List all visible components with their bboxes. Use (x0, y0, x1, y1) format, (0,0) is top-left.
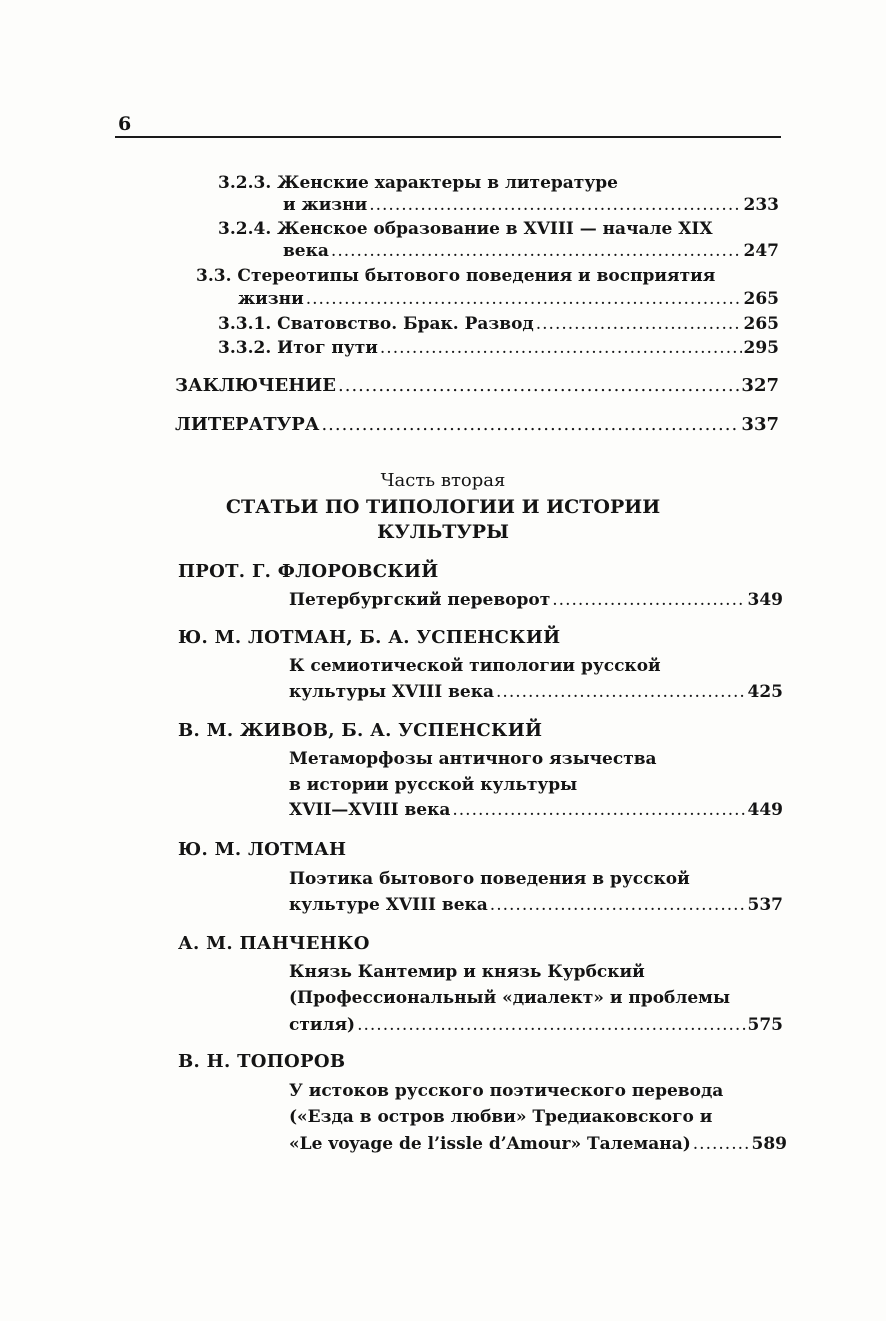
toc-entry-title: ЗАКЛЮЧЕНИЕ (175, 375, 336, 396)
article-title-cont: «Le voyage de l’issle d’Amour» Талемана) (289, 1134, 691, 1154)
header-rule (115, 136, 781, 138)
page-number: 6 (118, 113, 132, 135)
toc-page-number: 327 (741, 375, 779, 396)
article-title-cont: стиля) (289, 1015, 356, 1035)
toc-page-number: 265 (743, 289, 779, 309)
leader-dots (380, 337, 742, 359)
article-title: У истоков русского поэтического перевода (289, 1081, 724, 1101)
part-title: СТАТЬИ ПО ТИПОЛОГИИ И ИСТОРИИ (225, 496, 661, 518)
article-row (289, 681, 783, 703)
article-title-cont: культуры XVIII века (289, 682, 495, 702)
leader-dots (369, 194, 741, 216)
article-row (289, 894, 783, 916)
toc-entry-row (283, 240, 779, 262)
toc-entry-title-cont: века (283, 241, 329, 261)
toc-literature (175, 414, 779, 436)
author-heading: В. Н. ТОПОРОВ (178, 1051, 346, 1072)
leader-dots (357, 1014, 745, 1036)
article-title-cont: (Профессиональный «диалект» и проблемы (289, 988, 730, 1008)
article-title-cont: культуре XVIII века (289, 895, 488, 915)
toc-page-number: 265 (743, 314, 779, 334)
leader-dots (552, 589, 745, 611)
toc-entry-title: 3.3.2. Итог пути (218, 338, 378, 358)
article-row (289, 1014, 783, 1036)
leader-dots (536, 313, 742, 335)
leader-dots (452, 799, 745, 821)
toc-page-number: 247 (743, 241, 779, 261)
article-row (289, 589, 783, 611)
toc-page-number: 575 (747, 1015, 783, 1035)
toc-entry-title: 3.3.1. Сватовство. Брак. Развод (218, 314, 534, 334)
article-title-cont: в истории русской культуры (289, 775, 578, 795)
author-heading: Ю. М. ЛОТМАН, Б. А. УСПЕНСКИЙ (178, 627, 561, 648)
leader-dots (693, 1133, 750, 1155)
toc-entry-title-cont: жизни (238, 289, 304, 309)
toc-entry-3-3-2 (218, 337, 779, 359)
toc-page-number: 295 (743, 338, 779, 358)
toc-page-number: 349 (747, 590, 783, 610)
toc-entry-row (283, 194, 779, 216)
author-heading: А. М. ПАНЧЕНКО (178, 933, 370, 954)
toc-entry-3-3-1 (218, 313, 779, 335)
toc-page-number: 449 (747, 800, 783, 820)
part-label: Часть вторая (380, 470, 506, 491)
author-heading: В. М. ЖИВОВ, Б. А. УСПЕНСКИЙ (178, 720, 543, 741)
leader-dots (490, 894, 746, 916)
part-title-cont: КУЛЬТУРЫ (377, 521, 509, 543)
toc-page-number: 233 (743, 195, 779, 215)
toc-conclusion (175, 375, 779, 397)
article-row (289, 1133, 787, 1155)
leader-dots (306, 288, 742, 310)
toc-entry-title: ЛИТЕРАТУРА (175, 414, 320, 435)
article-title: Князь Кантемир и князь Курбский (289, 962, 645, 982)
article-title: Петербургский переворот (289, 590, 551, 610)
leader-dots (338, 375, 739, 397)
author-heading: ПРОТ. Г. ФЛОРОВСКИЙ (178, 561, 439, 582)
article-title: Метаморфозы античного язычества (289, 749, 657, 769)
article-row (289, 799, 783, 821)
toc-page-number: 537 (747, 895, 783, 915)
article-title-cont: XVII—XVIII века (289, 800, 451, 820)
leader-dots (331, 240, 742, 262)
toc-entry-title: 3.2.4. Женское образование в XVIII — начале XIX (218, 219, 713, 239)
article-title: К семиотической типологии русской (289, 656, 661, 676)
leader-dots (496, 681, 745, 703)
toc-entry-title: 3.2.3. Женские характеры в литературе (218, 173, 618, 193)
toc-page-number: 425 (747, 682, 783, 702)
toc-entry-title: 3.3. Стереотипы бытового поведения и восприятия (196, 266, 716, 286)
toc-page-number: 337 (741, 414, 779, 435)
toc-entry-title-cont: и жизни (283, 195, 368, 215)
article-title: Поэтика бытового поведения в русской (289, 869, 690, 889)
toc-entry-row (238, 288, 779, 310)
article-title-cont: («Езда в остров любви» Тредиаковского и (289, 1107, 713, 1127)
leader-dots (321, 414, 739, 436)
author-heading: Ю. М. ЛОТМАН (178, 839, 347, 860)
toc-page-number: 589 (751, 1134, 787, 1154)
